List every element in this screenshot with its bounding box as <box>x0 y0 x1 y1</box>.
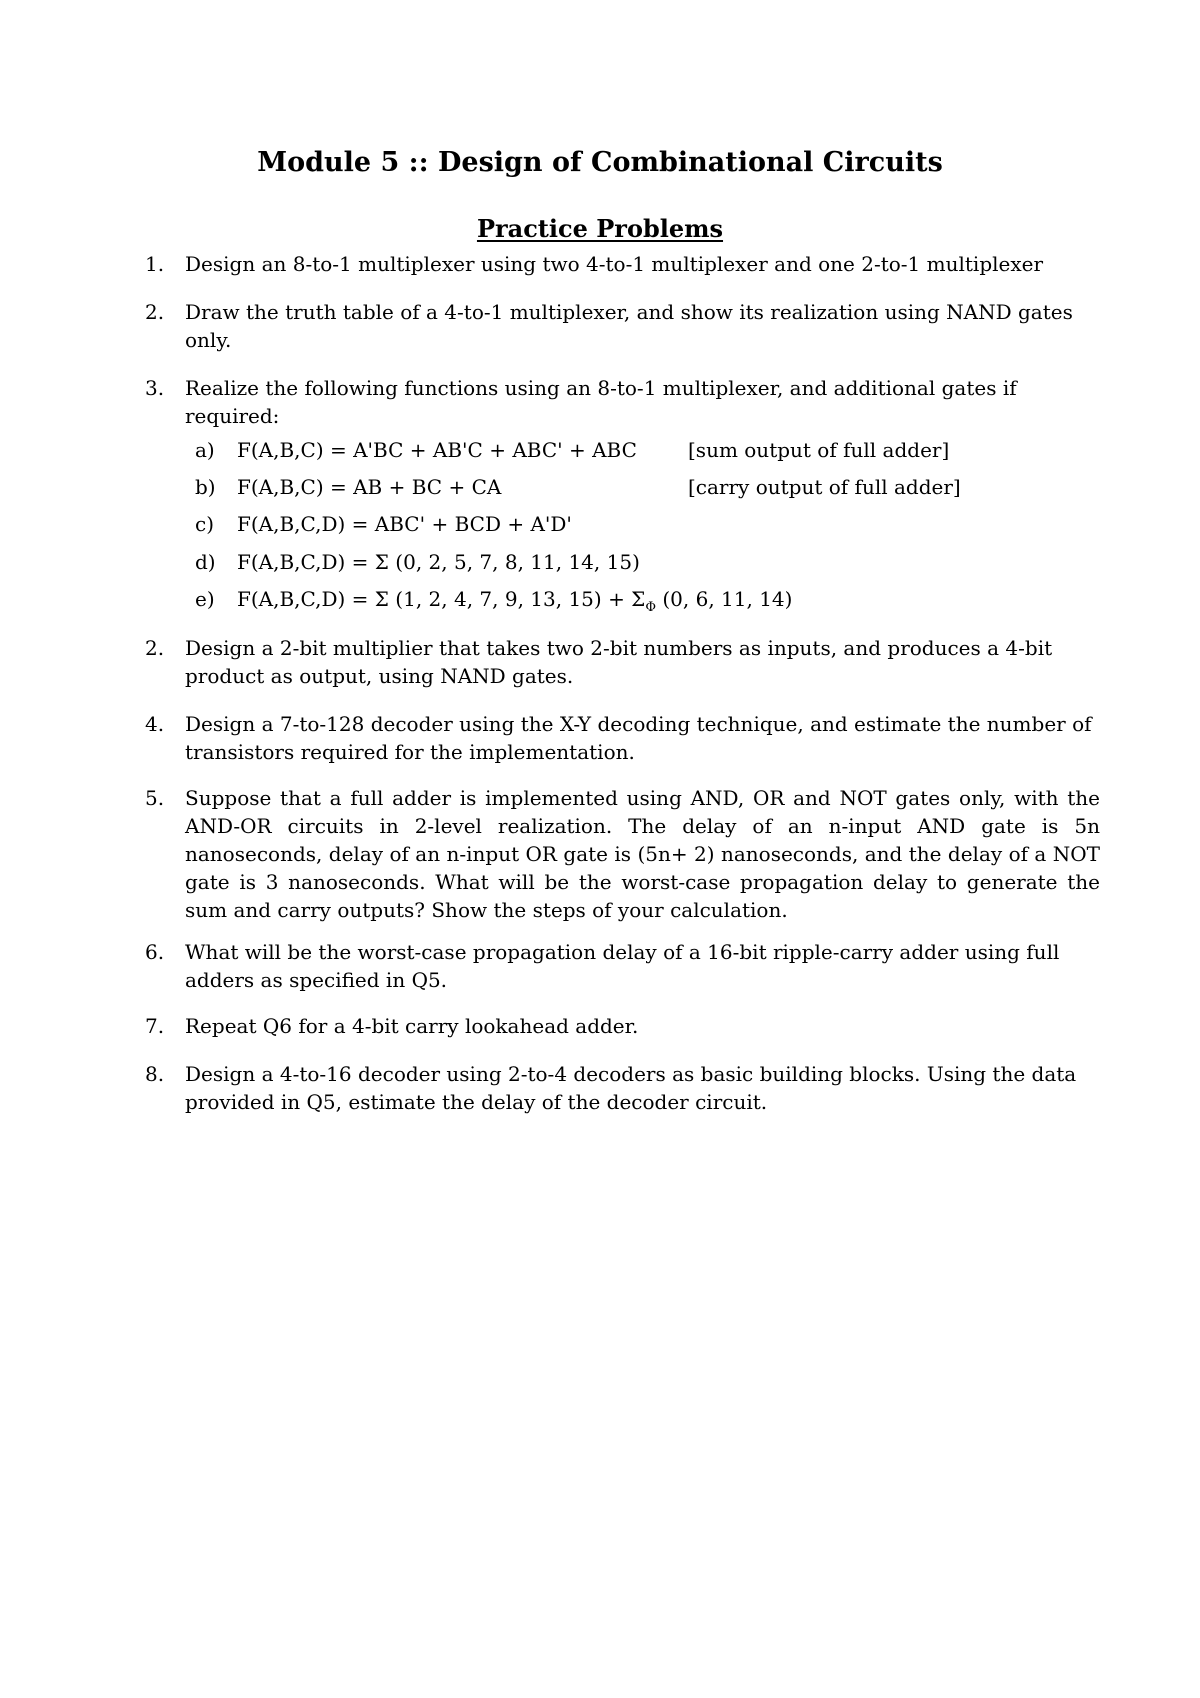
subproblem-label: a) <box>195 438 215 462</box>
subproblem-expression: F(A,B,C,D) = Σ (0, 2, 5, 7, 8, 11, 14, 15) <box>237 550 640 574</box>
page-title: Module 5 :: Design of Combinational Circuits <box>257 147 943 178</box>
problem-text: Design a 7-to-128 decoder using the X-Y decoding technique, and estimate the number of transistors required for the implementation. <box>185 712 1092 764</box>
problem-text: Realize the following functions using an 8-to-1 multiplexer, and additional gates if required: <box>185 376 1017 428</box>
problem-number: 2. <box>145 300 165 324</box>
problem-text: Repeat Q6 for a 4-bit carry lookahead adder. <box>185 1014 639 1038</box>
problem-text: Design a 2-bit multiplier that takes two 2-bit numbers as inputs, and produces a 4-bit product as output, using NAND gates. <box>185 636 1053 688</box>
expression-tail: (0, 6, 11, 14) <box>656 587 793 611</box>
problem-number: 3. <box>145 376 165 400</box>
problem-number: 1. <box>145 252 165 276</box>
problem-text: Design a 4-to-16 decoder using 2-to-4 decoders as basic building blocks. Using the data provided in Q5, estimate the delay of the decoder circuit. <box>185 1062 1077 1114</box>
problem-number: 4. <box>145 712 165 736</box>
problem-number: 6. <box>145 940 165 964</box>
subproblem-expression: F(A,B,C,D) = ABC' + BCD + A'D' <box>237 512 572 536</box>
subproblem-label: b) <box>195 475 216 499</box>
expression-main: F(A,B,C,D) = Σ (1, 2, 4, 7, 9, 13, 15) + Σ <box>237 587 646 611</box>
problem-number: 8. <box>145 1062 165 1086</box>
subproblem-note: [carry output of full adder] <box>688 475 961 499</box>
subproblem-label: e) <box>195 587 215 611</box>
problem-text: What will be the worst-case propagation delay of a 16-bit ripple-carry adder using full adders as specified in Q5. <box>185 940 1060 992</box>
problem-text: Design an 8-to-1 multiplexer using two 4-to-1 multiplexer and one 2-to-1 multiplexer <box>185 252 1044 276</box>
subproblem-expression <box>237 585 792 622</box>
subproblem-expression: F(A,B,C) = A'BC + AB'C + ABC' + ABC <box>237 438 637 462</box>
page-subtitle: Practice Problems <box>476 214 724 243</box>
problem-number: 7. <box>145 1014 165 1038</box>
problem-number: 2. <box>145 636 165 660</box>
subproblem-label: d) <box>195 550 216 574</box>
subproblem-note: [sum output of full adder] <box>688 438 950 462</box>
subproblem-label: c) <box>195 512 215 536</box>
problem-text: Draw the truth table of a 4-to-1 multiplexer, and show its realization using NAND gates only. <box>185 300 1073 352</box>
problem-number: 5. <box>145 786 165 810</box>
subproblem-expression: F(A,B,C) = AB + BC + CA <box>237 475 502 499</box>
problem-text: Suppose that a full adder is implemented using AND, OR and NOT gates only, with the AND-OR circuits in 2-level realization. The delay of an n-input AND gate is 5n nanoseconds, delay of an n-input OR gate is (5n+ 2) nanoseconds, and the delay of a NOT gate is 3 nanoseconds. What will be the worst-case propagation delay to generate the sum and carry outputs? Show the steps of your calculation. <box>185 786 1100 922</box>
phi-subscript: Φ <box>645 600 656 615</box>
